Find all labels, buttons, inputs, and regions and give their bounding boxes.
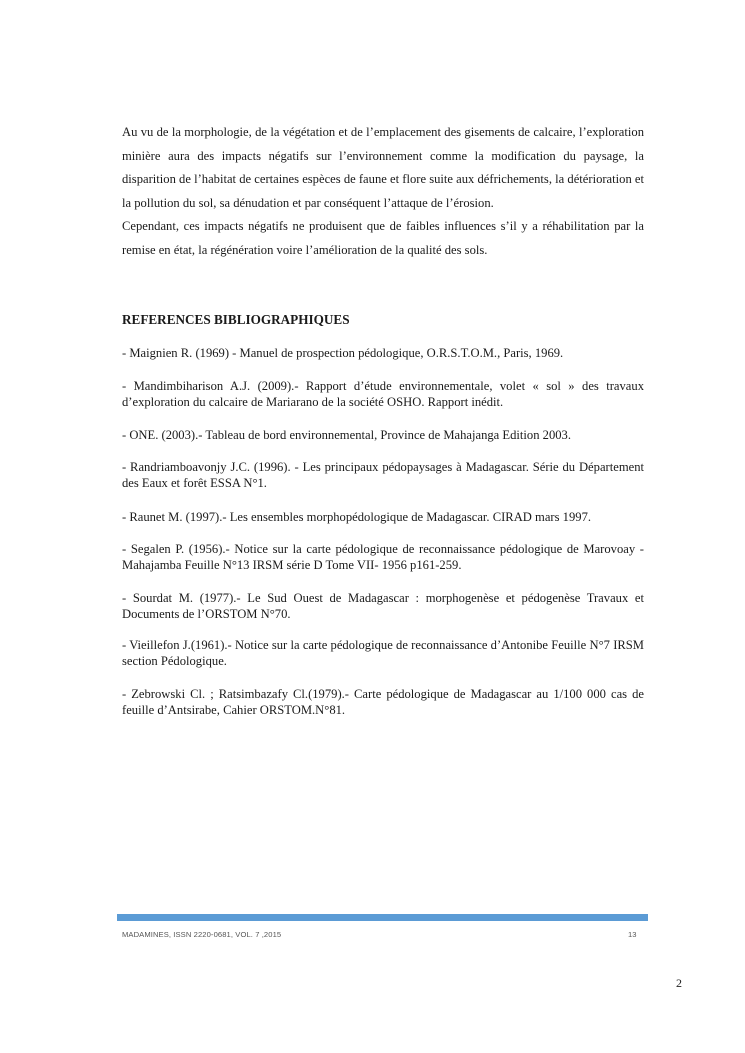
footer-rule bbox=[117, 914, 648, 921]
reference-item: - Segalen P. (1956).- Notice sur la carte pédologique de reconnaissance pédologique de Marovoay - Mahajamba Feuille N°13 IRSM série D Tome VII- 1956 p161-259. bbox=[122, 542, 644, 572]
references-heading: REFERENCES BIBLIOGRAPHIQUES bbox=[122, 312, 350, 327]
reference-item: - Maignien R. (1969) - Manuel de prospection pédologique, O.R.S.T.O.M., Paris, 1969. bbox=[122, 346, 564, 360]
reference-item: - Zebrowski Cl. ; Ratsimbazafy Cl.(1979).- Carte pédologique de Madagascar au 1/100 000 cas de feuille d’Antsirabe, Cahier ORSTOM.N°81. bbox=[122, 687, 644, 717]
reference-item: - Sourdat M. (1977).- Le Sud Ouest de Madagascar : morphogenèse et pédogenèse Travaux et Documents de l’ORSTOM N°70. bbox=[122, 591, 644, 621]
reference-item: - Raunet M. (1997).- Les ensembles morphopédologique de Madagascar. CIRAD mars 1997. bbox=[122, 510, 592, 524]
footer-journal: MADAMINES, ISSN 2220-0681, VOL. 7 ,2015 bbox=[122, 930, 282, 939]
corner-page-number: 2 bbox=[676, 976, 682, 990]
reference-item: - Mandimbiharison A.J. (2009).- Rapport d’étude environnementale, volet « sol » des travaux d’exploration du calcaire de Mariarano de la société OSHO. Rapport inédit. bbox=[122, 379, 644, 409]
paragraph-impacts: Au vu de la morphologie, de la végétation et de l’emplacement des gisements de calcaire, l’exploration minière aura des impacts négatifs sur l’environnement comme la modification du paysage, la disparition de l’habitat de certaines espèces de faune et flore suite aux défrichements, la détérioration et la pollution du sol, sa dénudation et par conséquent l’attaque de l’érosion. bbox=[122, 125, 644, 210]
paragraph-rehabilitation: Cependant, ces impacts négatifs ne produisent que de faibles influences s’il y a réhabilitation par la remise en état, la régénération voire l’amélioration de la qualité des sols. bbox=[122, 219, 644, 257]
reference-item: - Randriamboavonjy J.C. (1996). - Les principaux pédopaysages à Madagascar. Série du Département des Eaux et forêt ESSA N°1. bbox=[122, 460, 644, 490]
reference-item: - ONE. (2003).- Tableau de bord environnemental, Province de Mahajanga Edition 2003. bbox=[122, 428, 571, 442]
footer-page-number: 13 bbox=[628, 930, 637, 939]
reference-item: - Vieillefon J.(1961).- Notice sur la carte pédologique de reconnaissance d’Antonibe Feuille N°7 IRSM section Pédologique. bbox=[122, 638, 644, 668]
body-text bbox=[122, 121, 644, 262]
